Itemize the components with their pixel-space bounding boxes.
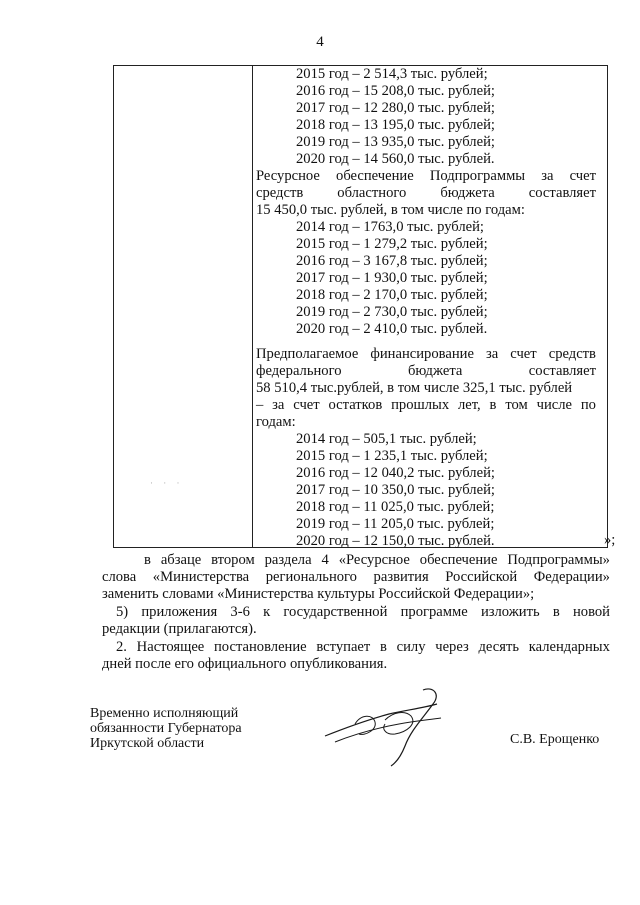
oblast-intro-line: 15 450,0 тыс. рублей, в том числе по годам: xyxy=(256,202,525,218)
budget-line: 2020 год – 2 410,0 тыс. рублей. xyxy=(296,321,488,337)
word: программе xyxy=(400,604,468,620)
word: за xyxy=(272,397,285,413)
page-number: 4 xyxy=(316,34,324,50)
budget-line: 2019 год – 2 730,0 тыс. рублей; xyxy=(296,304,488,320)
paragraph-effective-date xyxy=(102,639,610,673)
closing-quote-mark: »; xyxy=(604,532,616,548)
budget-line: 2017 год – 12 280,0 тыс. рублей; xyxy=(296,100,495,116)
budget-line: 2014 год – 505,1 тыс. рублей; xyxy=(296,431,477,447)
word: средств xyxy=(548,346,596,362)
word: обеспечение xyxy=(419,552,498,568)
word: Федерации» xyxy=(533,569,610,585)
word: изложить xyxy=(480,604,540,620)
oblast-intro-line xyxy=(256,168,596,185)
word: втором xyxy=(211,552,255,568)
budget-line: 2015 год – 1 279,2 тыс. рублей; xyxy=(296,236,488,252)
budget-line: 2017 год – 10 350,0 тыс. рублей; xyxy=(296,482,495,498)
budget-line: 2018 год – 2 170,0 тыс. рублей; xyxy=(296,287,488,303)
word: 4 xyxy=(321,552,329,568)
budget-line: 2014 год – 1763,0 тыс. рублей; xyxy=(296,219,484,235)
federal-intro-line: 58 510,4 тыс.рублей, в том числе 325,1 тыс. рублей xyxy=(256,380,573,396)
oblast-intro-line xyxy=(256,185,596,202)
word: том xyxy=(505,397,528,413)
paragraph-amendment xyxy=(102,552,610,603)
paragraph-line xyxy=(102,569,610,586)
word: регионального xyxy=(265,569,357,585)
word: бюджета xyxy=(407,363,463,379)
word: раздела xyxy=(264,552,312,568)
word: календарных xyxy=(528,639,610,655)
word: лет, xyxy=(457,397,481,413)
word: «Министерства xyxy=(152,569,250,585)
word: остатков xyxy=(328,397,383,413)
word: постановление xyxy=(214,639,307,655)
paragraph-line: дней после его официального опубликования. xyxy=(102,656,388,672)
budget-line: 2016 год – 15 208,0 тыс. рублей; xyxy=(296,83,495,99)
word: приложения xyxy=(141,604,218,620)
budget-line: 2016 год – 3 167,8 тыс. рублей; xyxy=(296,253,488,269)
word: составляет xyxy=(528,363,596,379)
federal-intro-line: годам: xyxy=(256,414,296,430)
budget-line: 2017 год – 1 930,0 тыс. рублей; xyxy=(296,270,488,286)
table-column-divider xyxy=(252,66,253,547)
word: областного xyxy=(337,185,407,201)
word: в xyxy=(489,397,497,413)
scan-smudge: · · · xyxy=(150,478,184,488)
word: силу xyxy=(396,639,426,655)
word: обеспечение xyxy=(336,168,414,184)
word: в xyxy=(144,552,151,568)
word: в xyxy=(380,639,387,655)
word: в xyxy=(552,604,560,620)
word: за xyxy=(541,168,554,184)
word: Настоящее xyxy=(136,639,205,655)
signer-title-line: обязанности Губернатора xyxy=(90,721,242,736)
word: числе xyxy=(536,397,573,413)
word: «Ресурсное xyxy=(338,552,410,568)
word: слова xyxy=(102,569,137,585)
word: бюджета xyxy=(440,185,495,201)
paragraph-line: редакции (прилагаются). xyxy=(102,621,257,637)
budget-line: 2020 год – 12 150,0 тыс. рублей. xyxy=(296,533,495,549)
word: 5) xyxy=(116,604,129,620)
paragraph-line xyxy=(102,639,610,656)
word: за xyxy=(485,346,499,362)
word: федерального xyxy=(256,363,342,379)
budget-line: 2015 год – 1 235,1 тыс. рублей; xyxy=(296,448,488,464)
handwritten-signature xyxy=(315,684,455,768)
word: к xyxy=(263,604,271,620)
word: десять xyxy=(478,639,519,655)
word: 2. xyxy=(116,639,127,655)
signer-title-line: Временно исполняющий xyxy=(90,706,239,721)
word: по xyxy=(580,397,596,413)
word: через xyxy=(435,639,469,655)
word: государственной xyxy=(283,604,388,620)
budget-line: 2019 год – 13 935,0 тыс. рублей; xyxy=(296,134,495,150)
word: прошлых xyxy=(391,397,450,413)
paragraph-line xyxy=(102,552,610,569)
word: счет xyxy=(510,346,537,362)
word: Подпрограммы xyxy=(429,168,526,184)
word: финансирование xyxy=(370,346,474,362)
federal-intro-line xyxy=(256,346,596,363)
paragraph-line: заменить словами «Министерства культуры Российской Федерации»; xyxy=(102,586,535,602)
word: средств xyxy=(256,185,304,201)
word: Ресурсное xyxy=(256,168,320,184)
budget-line: 2019 год – 11 205,0 тыс. рублей; xyxy=(296,516,495,532)
word: – xyxy=(256,397,264,413)
federal-intro-line xyxy=(256,397,596,414)
budget-line: 2018 год – 11 025,0 тыс. рублей; xyxy=(296,499,495,515)
word: новой xyxy=(572,604,610,620)
word: 3-6 xyxy=(230,604,250,620)
word: Предполагаемое xyxy=(256,346,359,362)
budget-line: 2015 год – 2 514,3 тыс. рублей; xyxy=(296,66,488,82)
paragraph-attachments xyxy=(102,604,610,638)
word: счет xyxy=(293,397,320,413)
budget-line: 2020 год – 14 560,0 тыс. рублей. xyxy=(296,151,495,167)
paragraph-line xyxy=(102,604,610,621)
signer-title-line: Иркутской области xyxy=(90,736,205,751)
word: счет xyxy=(569,168,596,184)
budget-line: 2018 год – 13 195,0 тыс. рублей; xyxy=(296,117,495,133)
federal-intro-line xyxy=(256,363,596,380)
budget-line: 2016 год – 12 040,2 тыс. рублей; xyxy=(296,465,495,481)
word: абзаце xyxy=(160,552,202,568)
word: Российской xyxy=(445,569,518,585)
word: составляет xyxy=(528,185,596,201)
signer-title xyxy=(90,706,242,751)
budget-cell xyxy=(256,66,596,556)
word: развития xyxy=(373,569,429,585)
word: Подпрограммы» xyxy=(507,552,610,568)
signer-name: С.В. Ерощенко xyxy=(510,732,600,747)
word: вступает xyxy=(316,639,371,655)
